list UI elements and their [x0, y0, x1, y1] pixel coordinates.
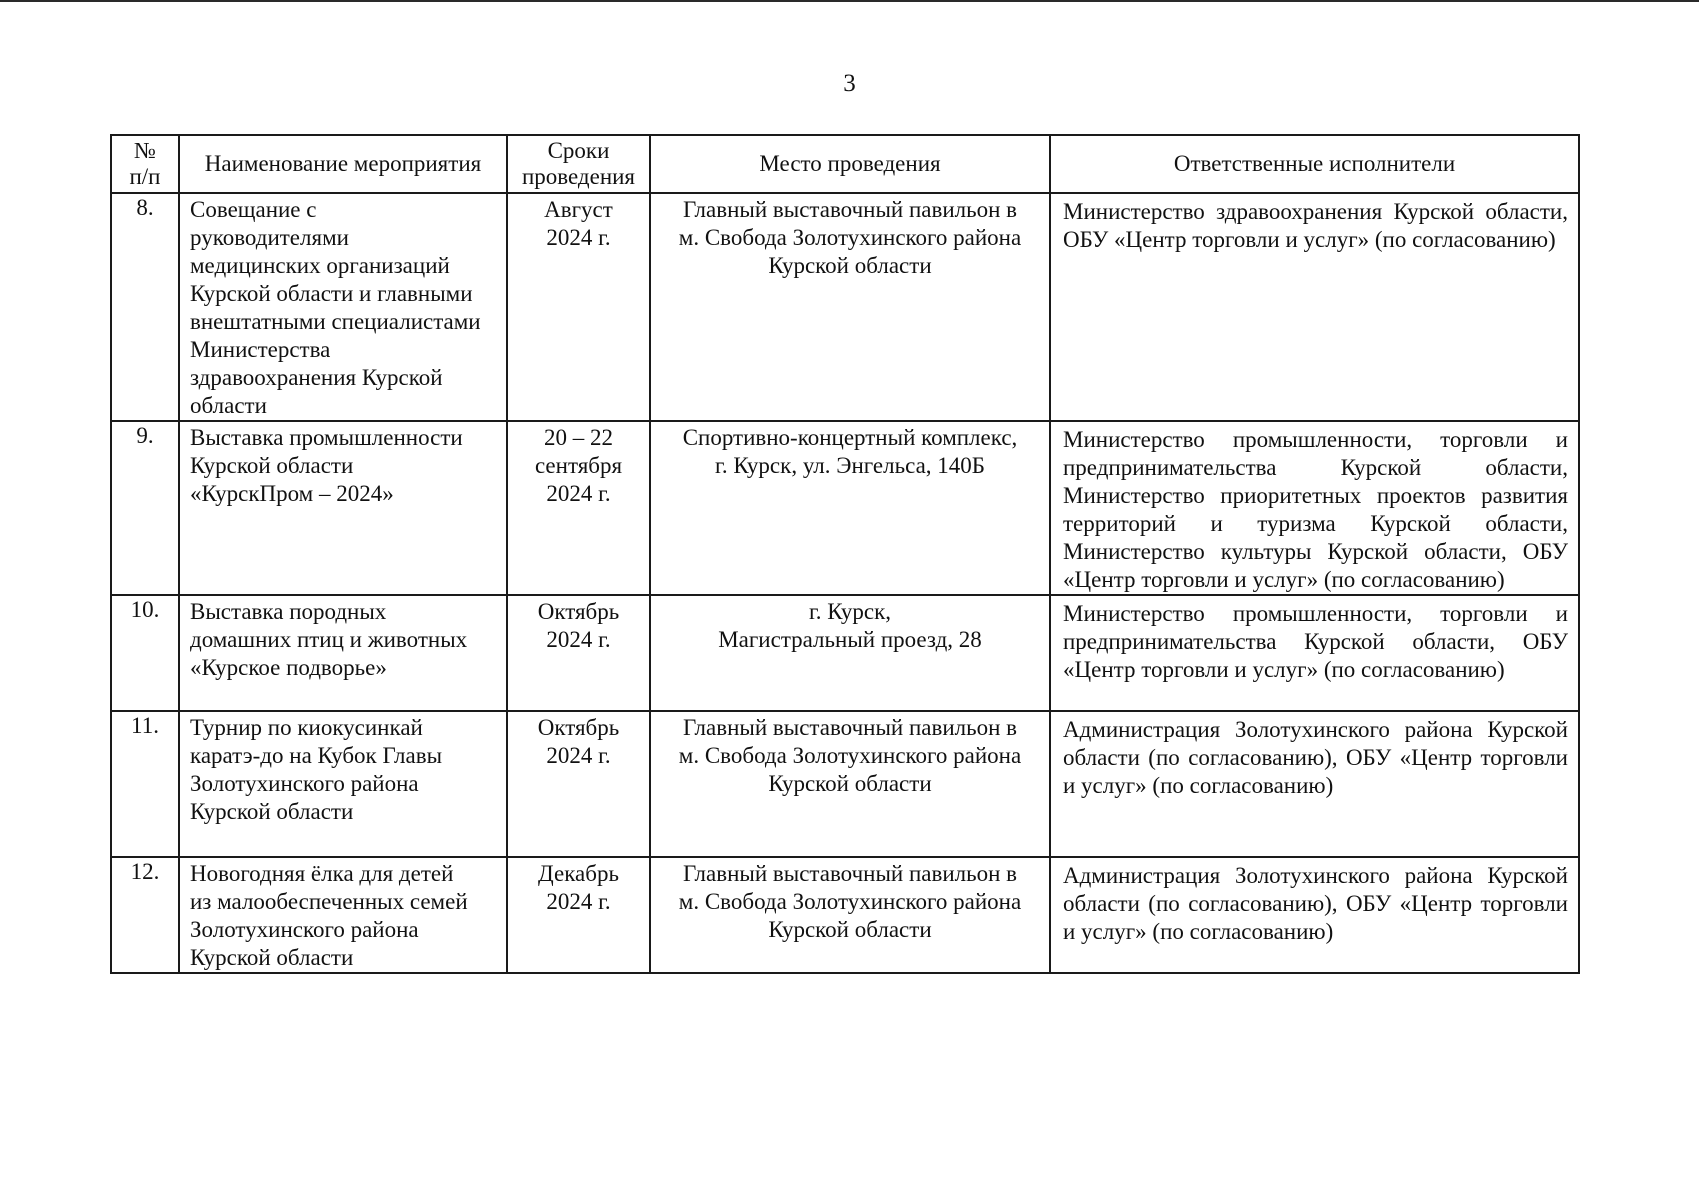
- event-place: г. Курск, Магистральный проезд, 28: [650, 595, 1050, 711]
- row-number: 10.: [111, 595, 179, 711]
- row-number: 12.: [111, 857, 179, 973]
- event-responsible: Администрация Золотухинского района Курской области (по согласованию), ОБУ «Центр торговли и услуг» (по согласованию): [1050, 857, 1579, 973]
- event-responsible: Министерство промышленности, торговли и предпринимательства Курской области, ОБУ «Центр торговли и услуг» (по согласованию): [1050, 595, 1579, 711]
- header-num: № п/п: [111, 135, 179, 193]
- table-row: [111, 595, 1579, 711]
- event-name: Турнир по киокусинкай каратэ-до на Кубок Главы Золотухинского района Курской области: [179, 711, 507, 857]
- event-name: Выставка промышленности Курской области «КурскПром – 2024»: [179, 421, 507, 595]
- event-name: Совещание с руководителями медицинских организаций Курской области и главными внештатными специалистами Министерства здравоохранения Курской области: [179, 193, 507, 421]
- table-row: [111, 421, 1579, 595]
- row-number: 9.: [111, 421, 179, 595]
- row-number: 8.: [111, 193, 179, 421]
- table-row: [111, 193, 1579, 421]
- scan-edge-line: [0, 0, 1699, 2]
- events-table: [110, 134, 1580, 974]
- event-name: Выставка породных домашних птиц и животных «Курское подворье»: [179, 595, 507, 711]
- page-number: 3: [843, 70, 856, 97]
- event-place: Главный выставочный павильон в м. Свобода Золотухинского района Курской области: [650, 193, 1050, 421]
- header-date: Сроки проведения: [507, 135, 650, 193]
- header-name: Наименование мероприятия: [179, 135, 507, 193]
- event-responsible: Министерство здравоохранения Курской области, ОБУ «Центр торговли и услуг» (по согласованию): [1050, 193, 1579, 421]
- table-header: [111, 135, 1579, 193]
- event-place: Главный выставочный павильон в м. Свобода Золотухинского района Курской области: [650, 857, 1050, 973]
- table-row: [111, 857, 1579, 973]
- event-place: Спортивно-концертный комплекс, г. Курск, ул. Энгельса, 140Б: [650, 421, 1050, 595]
- header-row: [111, 135, 1579, 193]
- event-responsible: Администрация Золотухинского района Курской области (по согласованию), ОБУ «Центр торговли и услуг» (по согласованию): [1050, 711, 1579, 857]
- event-date: Октябрь 2024 г.: [507, 711, 650, 857]
- row-number: 11.: [111, 711, 179, 857]
- event-date: Август 2024 г.: [507, 193, 650, 421]
- table-row: [111, 711, 1579, 857]
- event-date: Октябрь 2024 г.: [507, 595, 650, 711]
- header-responsible: Ответственные исполнители: [1050, 135, 1579, 193]
- event-date: 20 – 22 сентября 2024 г.: [507, 421, 650, 595]
- event-name: Новогодняя ёлка для детей из малообеспеченных семей Золотухинского района Курской области: [179, 857, 507, 973]
- event-date: Декабрь 2024 г.: [507, 857, 650, 973]
- table-body: [111, 193, 1579, 973]
- event-place: Главный выставочный павильон в м. Свобода Золотухинского района Курской области: [650, 711, 1050, 857]
- event-responsible: Министерство промышленности, торговли и предпринимательства Курской области, Министерство приоритетных проектов развития территорий и туризма Курской области, Министерство культуры Курской области, ОБУ «Центр торговли и услуг» (по согласованию): [1050, 421, 1579, 595]
- header-place: Место проведения: [650, 135, 1050, 193]
